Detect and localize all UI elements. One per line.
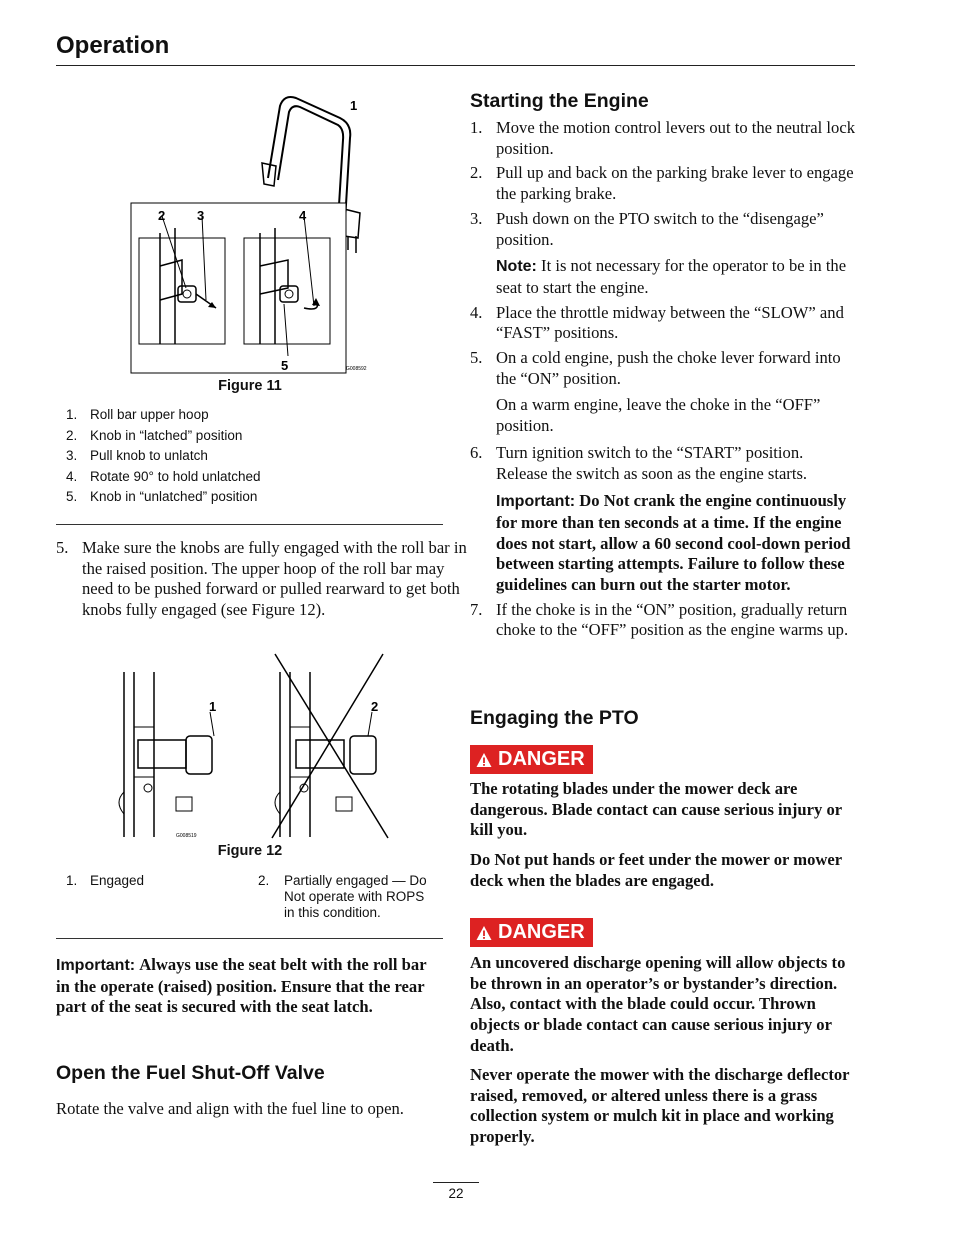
callout-1: 1 xyxy=(209,699,217,714)
warm-engine-text: On a warm engine, leave the choke in the “OFF” position. xyxy=(496,395,821,436)
danger-2-text-1: An uncovered discharge opening will allow objects to be thrown in an operator’s or bystander’s direction. Also, contact with the blade could occur. Thrown objects or blade contact can cause serious injury or death. xyxy=(470,953,846,1055)
important-seatbelt: Important: Always use the seat belt with the roll bar in the operate (raised) position. Ensure that the rear part of the seat is secured with the seat latch. xyxy=(56,955,427,1017)
callout-4: 4 xyxy=(299,208,307,223)
figure-11-caption: Figure 11 xyxy=(218,378,282,394)
figure-12-caption: Figure 12 xyxy=(217,843,283,859)
figure-12 xyxy=(110,652,400,842)
page-title: Operation xyxy=(56,32,170,59)
danger-badge: DANGER xyxy=(470,745,593,774)
callout-3: 3 xyxy=(197,208,205,223)
legend-item: 1. Roll bar upper hoop xyxy=(66,407,209,422)
danger-1-text-1: The rotating blades under the mower deck are dangerous. Blade contact can cause serious injury or kill you. xyxy=(470,779,842,840)
title-divider xyxy=(56,65,855,66)
list-item: 5. On a cold engine, push the choke lever forward into the “ON” position. xyxy=(470,348,841,388)
list-item: 4. Place the throttle midway between the “SLOW” and “FAST” positions. xyxy=(470,302,844,343)
figure-12-legend-2: 2. Partially engaged — Do Not operate with ROPS in this condition. xyxy=(258,873,427,920)
figure-code: G008519 xyxy=(176,833,197,839)
danger-2-text-2: Never operate the mower with the discharge deflector raised, removed, or altered unless there is a grass collection system or mulch kit in place and working properly. xyxy=(470,1065,850,1147)
divider xyxy=(56,524,443,525)
legend-item: 4. Rotate 90° to hold unlatched xyxy=(66,468,261,484)
legend-item: 2. Knob in “latched” position xyxy=(66,427,243,443)
warning-icon xyxy=(476,752,492,768)
callout-1: 1 xyxy=(350,98,358,113)
fuel-text: Rotate the valve and align with the fuel line to open. xyxy=(56,1099,404,1118)
starting-heading: Starting the Engine xyxy=(470,90,649,112)
roll-bar-latch-illustration xyxy=(130,88,380,378)
figure-code: G008592 xyxy=(346,366,367,372)
legend-item: 5. Knob in “unlatched” position xyxy=(66,489,258,504)
callout-2: 2 xyxy=(371,699,379,714)
legend-item: 3. Pull knob to unlatch xyxy=(66,448,208,463)
danger-1-text-2: Do Not put hands or feet under the mower or mower deck when the blades are engaged. xyxy=(470,850,842,890)
warning-icon xyxy=(476,925,492,941)
figure-11 xyxy=(130,88,380,378)
pto-heading: Engaging the PTO xyxy=(470,707,639,729)
divider xyxy=(56,938,443,939)
page-number: 22 xyxy=(448,1186,464,1201)
starting-steps xyxy=(470,118,858,641)
list-item: 7. If the choke is in the “ON” position, gradually return choke to the “OFF” position as the engine warms up. xyxy=(470,599,849,640)
list-item: 3. Push down on the PTO switch to the “disengage” position. xyxy=(470,208,824,249)
fuel-heading: Open the Fuel Shut-Off Valve xyxy=(56,1062,325,1084)
danger-badge: DANGER xyxy=(470,918,593,947)
footer-divider xyxy=(433,1182,479,1183)
list-item: 6. Turn ignition switch to the “START” position. Release the switch as soon as the engine starts. xyxy=(470,442,808,483)
figure-11-legend xyxy=(56,405,436,508)
note: Note: It is not necessary for the operator to be in the seat to start the engine. xyxy=(496,256,847,297)
knob-engagement-illustration xyxy=(110,652,400,842)
callout-2: 2 xyxy=(158,208,166,223)
callout-5: 5 xyxy=(281,358,289,373)
step-5: 5. Make sure the knobs are fully engaged with the roll bar in the raised position. The upper hoop of the roll bar may need to be pushed forward or pulled rearward to get both knobs fully engaged (see Figure 12). xyxy=(56,538,467,620)
list-item: 2. Pull up and back on the parking brake lever to engage the parking brake. xyxy=(470,163,854,204)
list-item: 1. Move the motion control levers out to the neutral lock position. xyxy=(470,118,855,158)
important-crank: Important: Do Not crank the engine continuously for more than ten seconds at a time. If the engine does not start, allow a 60 second cool-down period between starting attempts. Failure to follow these guidelines can burn out the starter motor. xyxy=(496,491,851,595)
